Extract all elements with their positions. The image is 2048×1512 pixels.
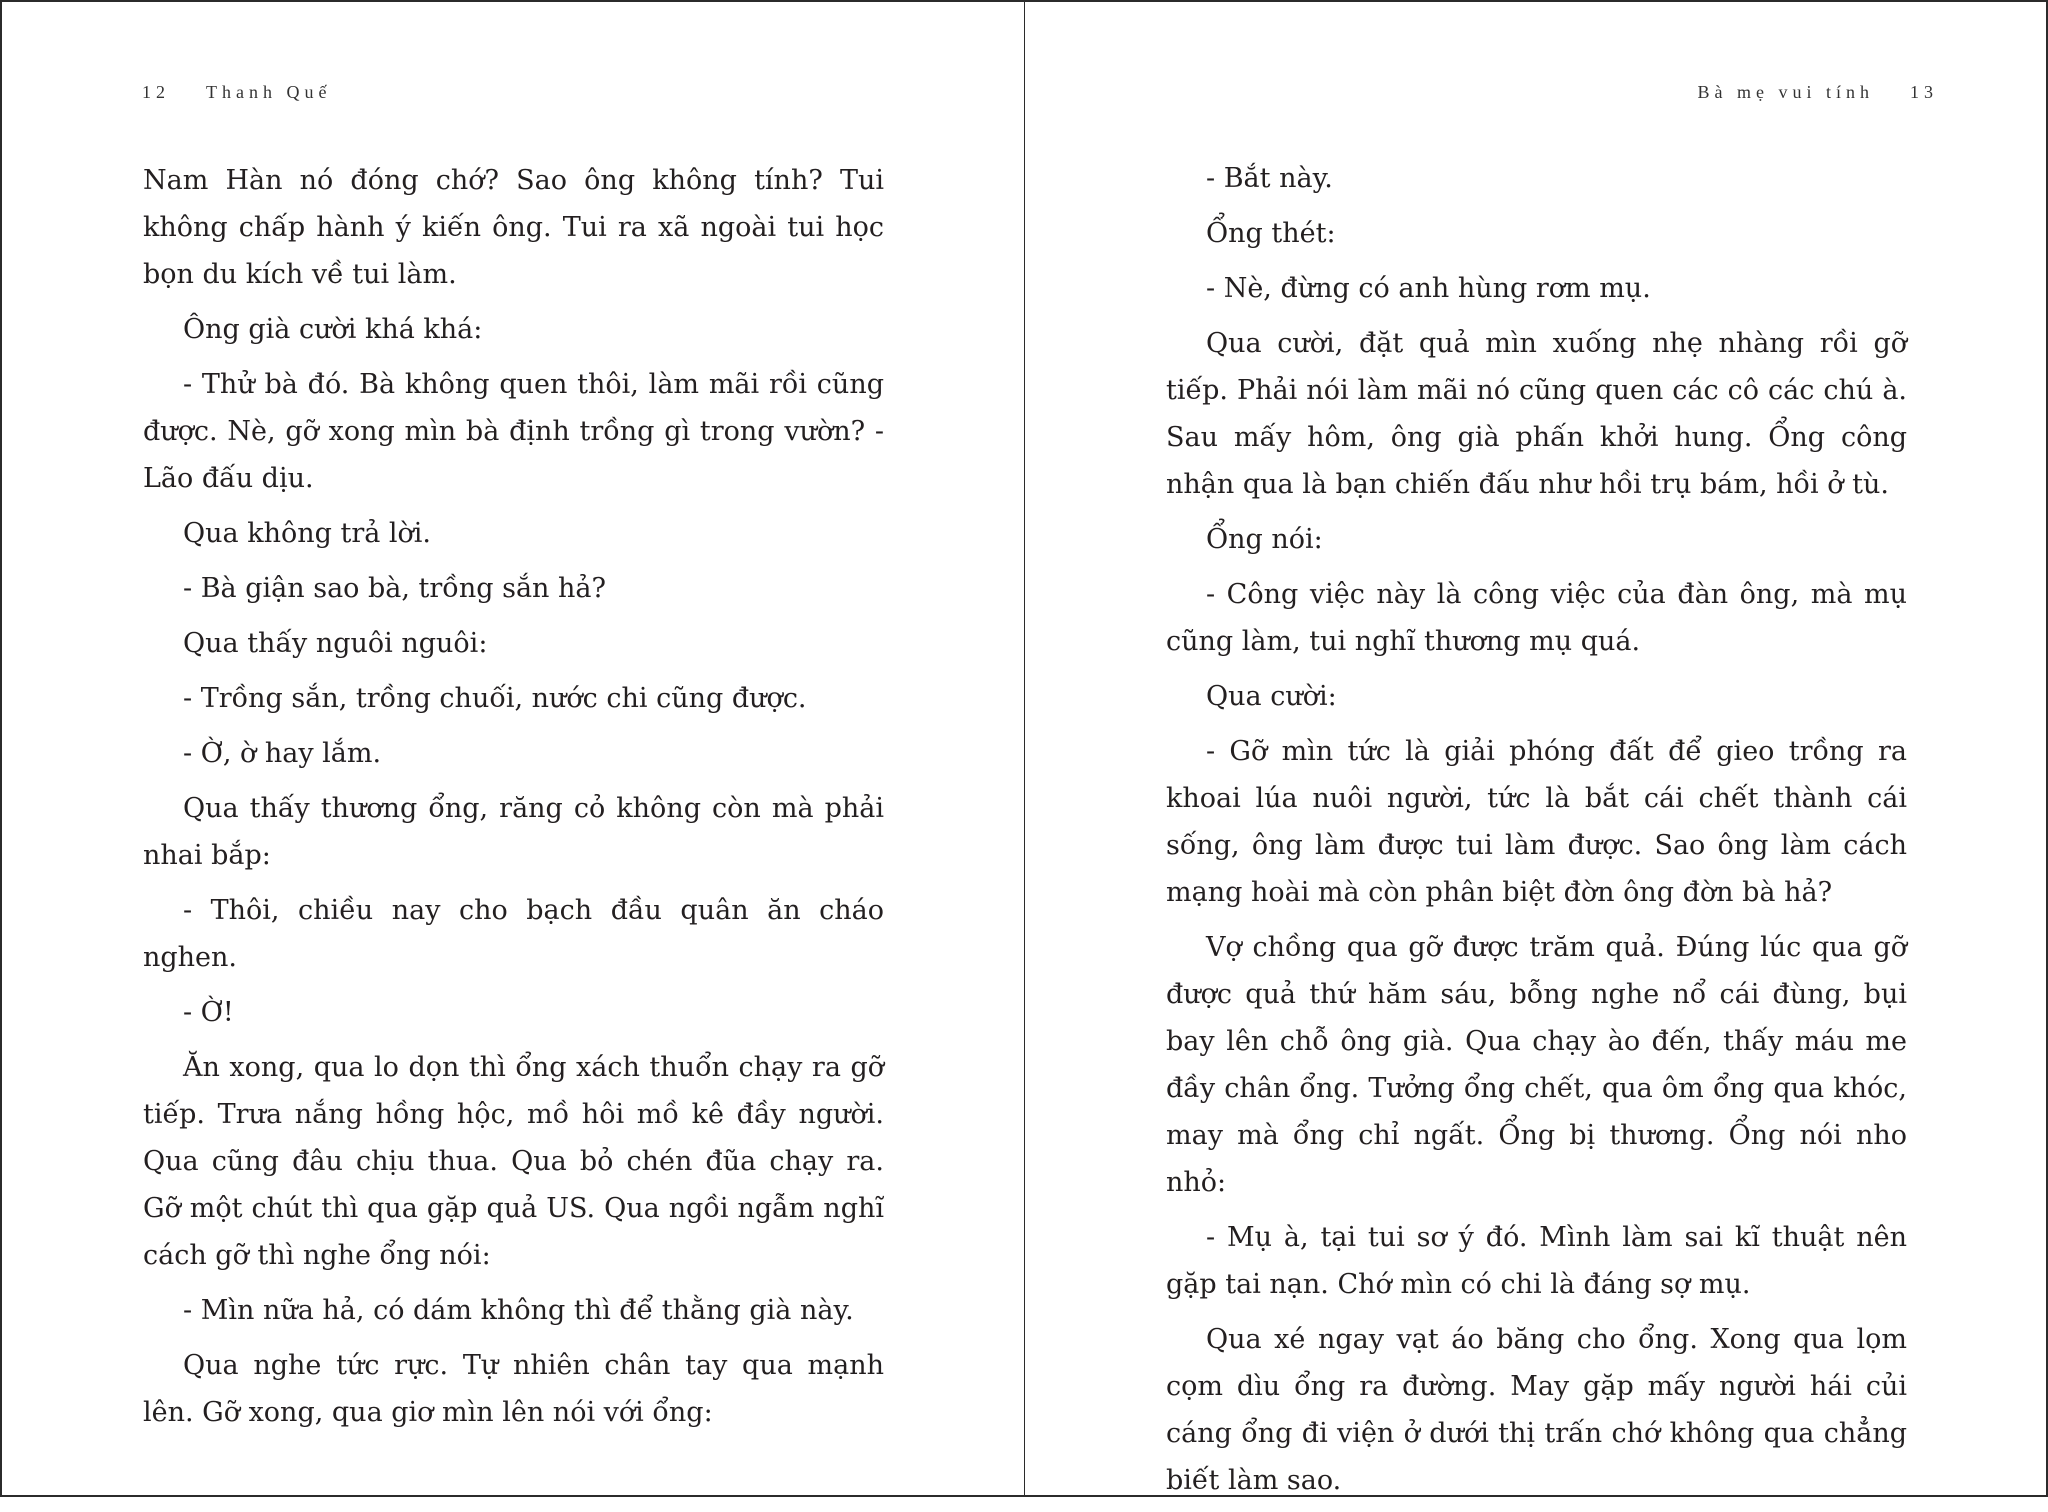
- paragraph: - Công việc này là công việc của đàn ông, mà mụ cũng làm, tui nghĩ thương mụ quá.: [1166, 579, 1907, 657]
- paragraph: Qua nghe tức rực. Tự nhiên chân tay qua mạnh lên. Gỡ xong, qua giơ mìn lên nói với ổng:: [143, 1350, 884, 1428]
- paragraph: Qua cười:: [1206, 681, 1337, 712]
- paragraph: Nam Hàn nó đóng chớ? Sao ông không tính? Tui không chấp hành ý kiến ông. Tui ra xã ngoài tui học bọn du kích về tui làm.: [143, 165, 884, 290]
- paragraph: Qua thấy thương ổng, răng cỏ không còn mà phải nhai bắp:: [143, 793, 884, 871]
- paragraph: Qua xé ngay vạt áo băng cho ổng. Xong qua lọm cọm dìu ổng ra đường. May gặp mấy người hái củi cáng ổng đi viện ở dưới thị trấn chớ không qua chẳng biết làm sao.: [1166, 1324, 1907, 1496]
- right-body-text: [1166, 155, 1907, 1512]
- paragraph: - Bà giận sao bà, trồng sắn hả?: [183, 573, 606, 604]
- left-body-text: [143, 157, 884, 1444]
- paragraph: Ông già cười khá khá:: [183, 314, 483, 345]
- paragraph: - Ờ, ờ hay lắm.: [183, 738, 382, 769]
- paragraph: - Gỡ mìn tức là giải phóng đất để gieo trồng ra khoai lúa nuôi người, tức là bắt cái chết thành cái sống, ông làm được tui làm được. Sao ông làm cách mạng hoài mà còn phân biệt đờn ông đờn bà hả?: [1166, 736, 1907, 908]
- paragraph: - Nè, đừng có anh hùng rơm mụ.: [1206, 273, 1651, 304]
- paragraph: - Trồng sắn, trồng chuối, nước chi cũng được.: [183, 683, 807, 714]
- paragraph: Qua cười, đặt quả mìn xuống nhẹ nhàng rồi gỡ tiếp. Phải nói làm mãi nó cũng quen các cô các chú à. Sau mấy hôm, ông già phấn khởi hung. Ổng công nhận qua là bạn chiến đấu như hồi trụ bám, hồi ở tù.: [1166, 328, 1907, 500]
- author-name: Thanh Quế: [206, 82, 332, 102]
- paragraph: - Thôi, chiều nay cho bạch đầu quân ăn cháo nghen.: [143, 895, 884, 973]
- right-running-head: [1698, 82, 1939, 103]
- paragraph: Qua thấy nguôi nguôi:: [183, 628, 488, 659]
- paragraph: - Bắt này.: [1206, 163, 1333, 194]
- paragraph: - Ờ!: [183, 997, 234, 1028]
- paragraph: - Mìn nữa hả, có dám không thì để thằng già này.: [183, 1295, 854, 1326]
- chapter-title: Bà mẹ vui tính: [1697, 82, 1874, 102]
- paragraph: - Thử bà đó. Bà không quen thôi, làm mãi rồi cũng được. Nè, gỡ xong mìn bà định trồng gì trong vườn? - Lão đấu dịu.: [143, 369, 884, 494]
- left-page: [0, 0, 1025, 1497]
- paragraph: Ổng thét:: [1206, 218, 1336, 249]
- page-number: 12: [142, 82, 170, 102]
- left-running-head: [142, 82, 331, 103]
- paragraph: Ổng nói:: [1206, 524, 1323, 555]
- page-number: 13: [1910, 82, 1938, 102]
- paragraph: Ăn xong, qua lo dọn thì ổng xách thuổn chạy ra gỡ tiếp. Trưa nắng hồng hộc, mồ hôi mồ kê đầy người. Qua cũng đâu chịu thua. Qua bỏ chén đũa chạy ra. Gỡ một chút thì qua gặp quả US. Qua ngồi ngẫm nghĩ cách gỡ thì nghe ổng nói:: [143, 1052, 884, 1271]
- paragraph: Qua không trả lời.: [183, 518, 432, 549]
- paragraph: Vợ chồng qua gỡ được trăm quả. Đúng lúc qua gỡ được quả thứ hăm sáu, bỗng nghe nổ cái đùng, bụi bay lên chỗ ông già. Qua chạy ào đến, thấy máu me đầy chân ổng. Tưởng ổng chết, qua ôm ổng qua khóc, may mà ổng chỉ ngất. Ổng bị thương. Ổng nói nho nhỏ:: [1166, 932, 1907, 1198]
- paragraph: - Mụ à, tại tui sơ ý đó. Mình làm sai kĩ thuật nên gặp tai nạn. Chớ mìn có chi là đáng sợ mụ.: [1166, 1222, 1907, 1300]
